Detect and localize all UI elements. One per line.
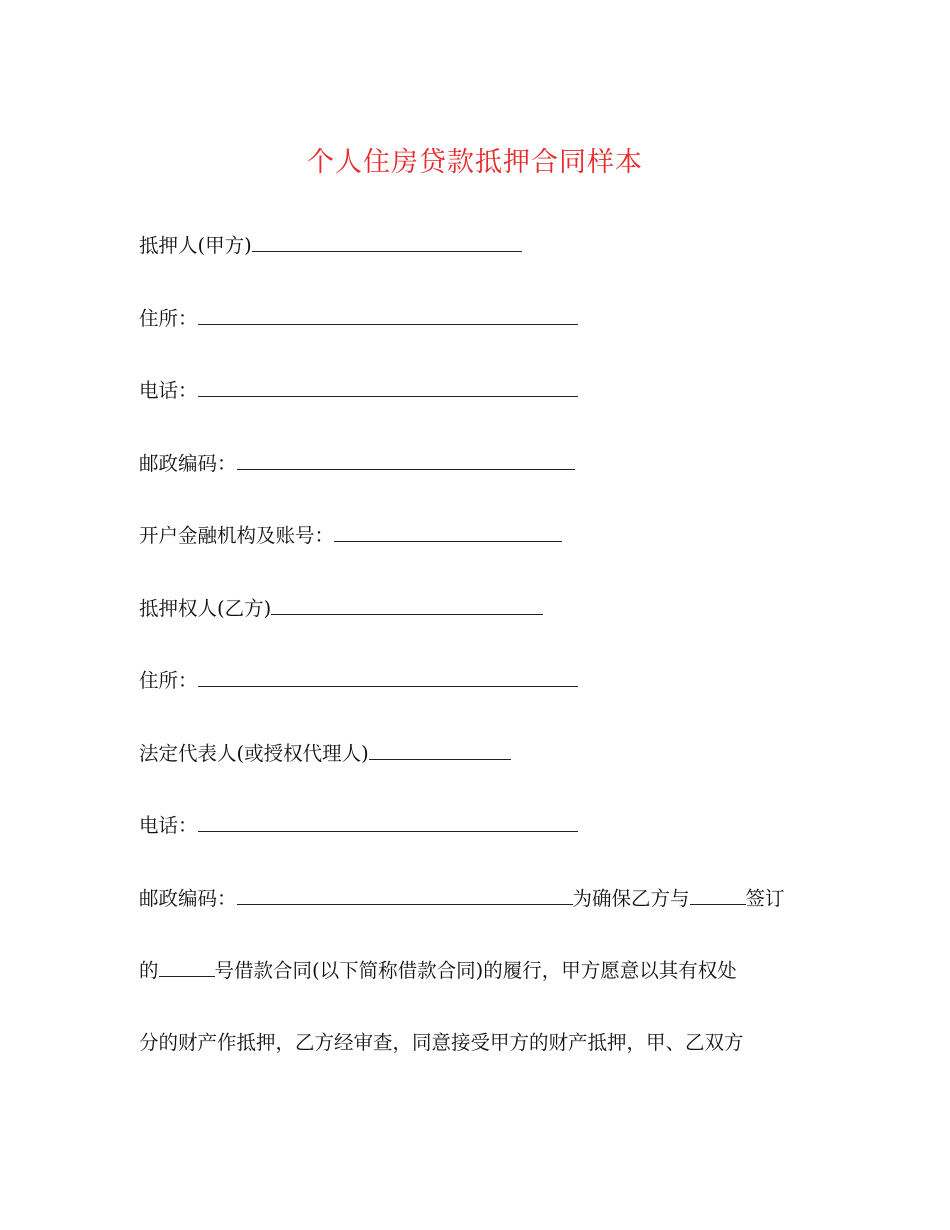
paragraph-text: 签订 xyxy=(745,887,785,910)
paragraph-text: 号借款合同(以下简称借款合同)的履行，甲方愿意以其有权处 xyxy=(214,959,737,982)
field-address-b xyxy=(139,666,578,696)
document-title: 个人住房贷款抵押合同样本 xyxy=(307,147,643,178)
field-label: 电话： xyxy=(139,379,198,402)
paragraph-text: 分的财产作抵押，乙方经审查，同意接受甲方的财产抵押，甲、乙双方 xyxy=(139,1031,744,1054)
field-mortgagee xyxy=(139,594,543,624)
field-label: 邮政编码： xyxy=(139,452,237,475)
fill-blank[interactable] xyxy=(159,956,215,977)
fill-blank[interactable] xyxy=(252,231,522,252)
field-postcode-b xyxy=(139,884,785,914)
fill-blank[interactable] xyxy=(237,449,575,470)
field-label: 电话： xyxy=(139,814,198,837)
fill-blank[interactable] xyxy=(334,521,562,542)
fill-blank[interactable] xyxy=(271,594,543,615)
paragraph-line xyxy=(139,956,829,986)
field-phone-b xyxy=(139,811,578,841)
paragraph-line xyxy=(139,1028,829,1058)
fill-blank[interactable] xyxy=(690,884,746,905)
field-label: 抵押人(甲方) xyxy=(139,234,252,257)
fill-blank[interactable] xyxy=(369,739,511,760)
fill-blank[interactable] xyxy=(237,884,573,905)
paragraph-text: 的 xyxy=(139,959,159,982)
field-label: 住所： xyxy=(139,669,198,692)
fill-blank[interactable] xyxy=(198,304,578,325)
field-label: 抵押权人(乙方) xyxy=(139,597,272,620)
field-legal-rep xyxy=(139,739,511,769)
fill-blank[interactable] xyxy=(198,376,578,397)
field-label: 法定代表人(或授权代理人) xyxy=(139,742,369,765)
field-label: 住所： xyxy=(139,307,198,330)
fill-blank[interactable] xyxy=(198,666,578,687)
field-phone-a xyxy=(139,376,578,406)
field-label: 开户金融机构及账号： xyxy=(139,524,335,547)
paragraph-text: 为确保乙方与 xyxy=(572,887,690,910)
field-bank-account xyxy=(139,521,562,551)
field-postcode-a xyxy=(139,449,575,479)
field-label: 邮政编码： xyxy=(139,887,237,910)
fill-blank[interactable] xyxy=(198,811,578,832)
field-address-a xyxy=(139,304,578,334)
field-mortgagor xyxy=(139,231,522,261)
